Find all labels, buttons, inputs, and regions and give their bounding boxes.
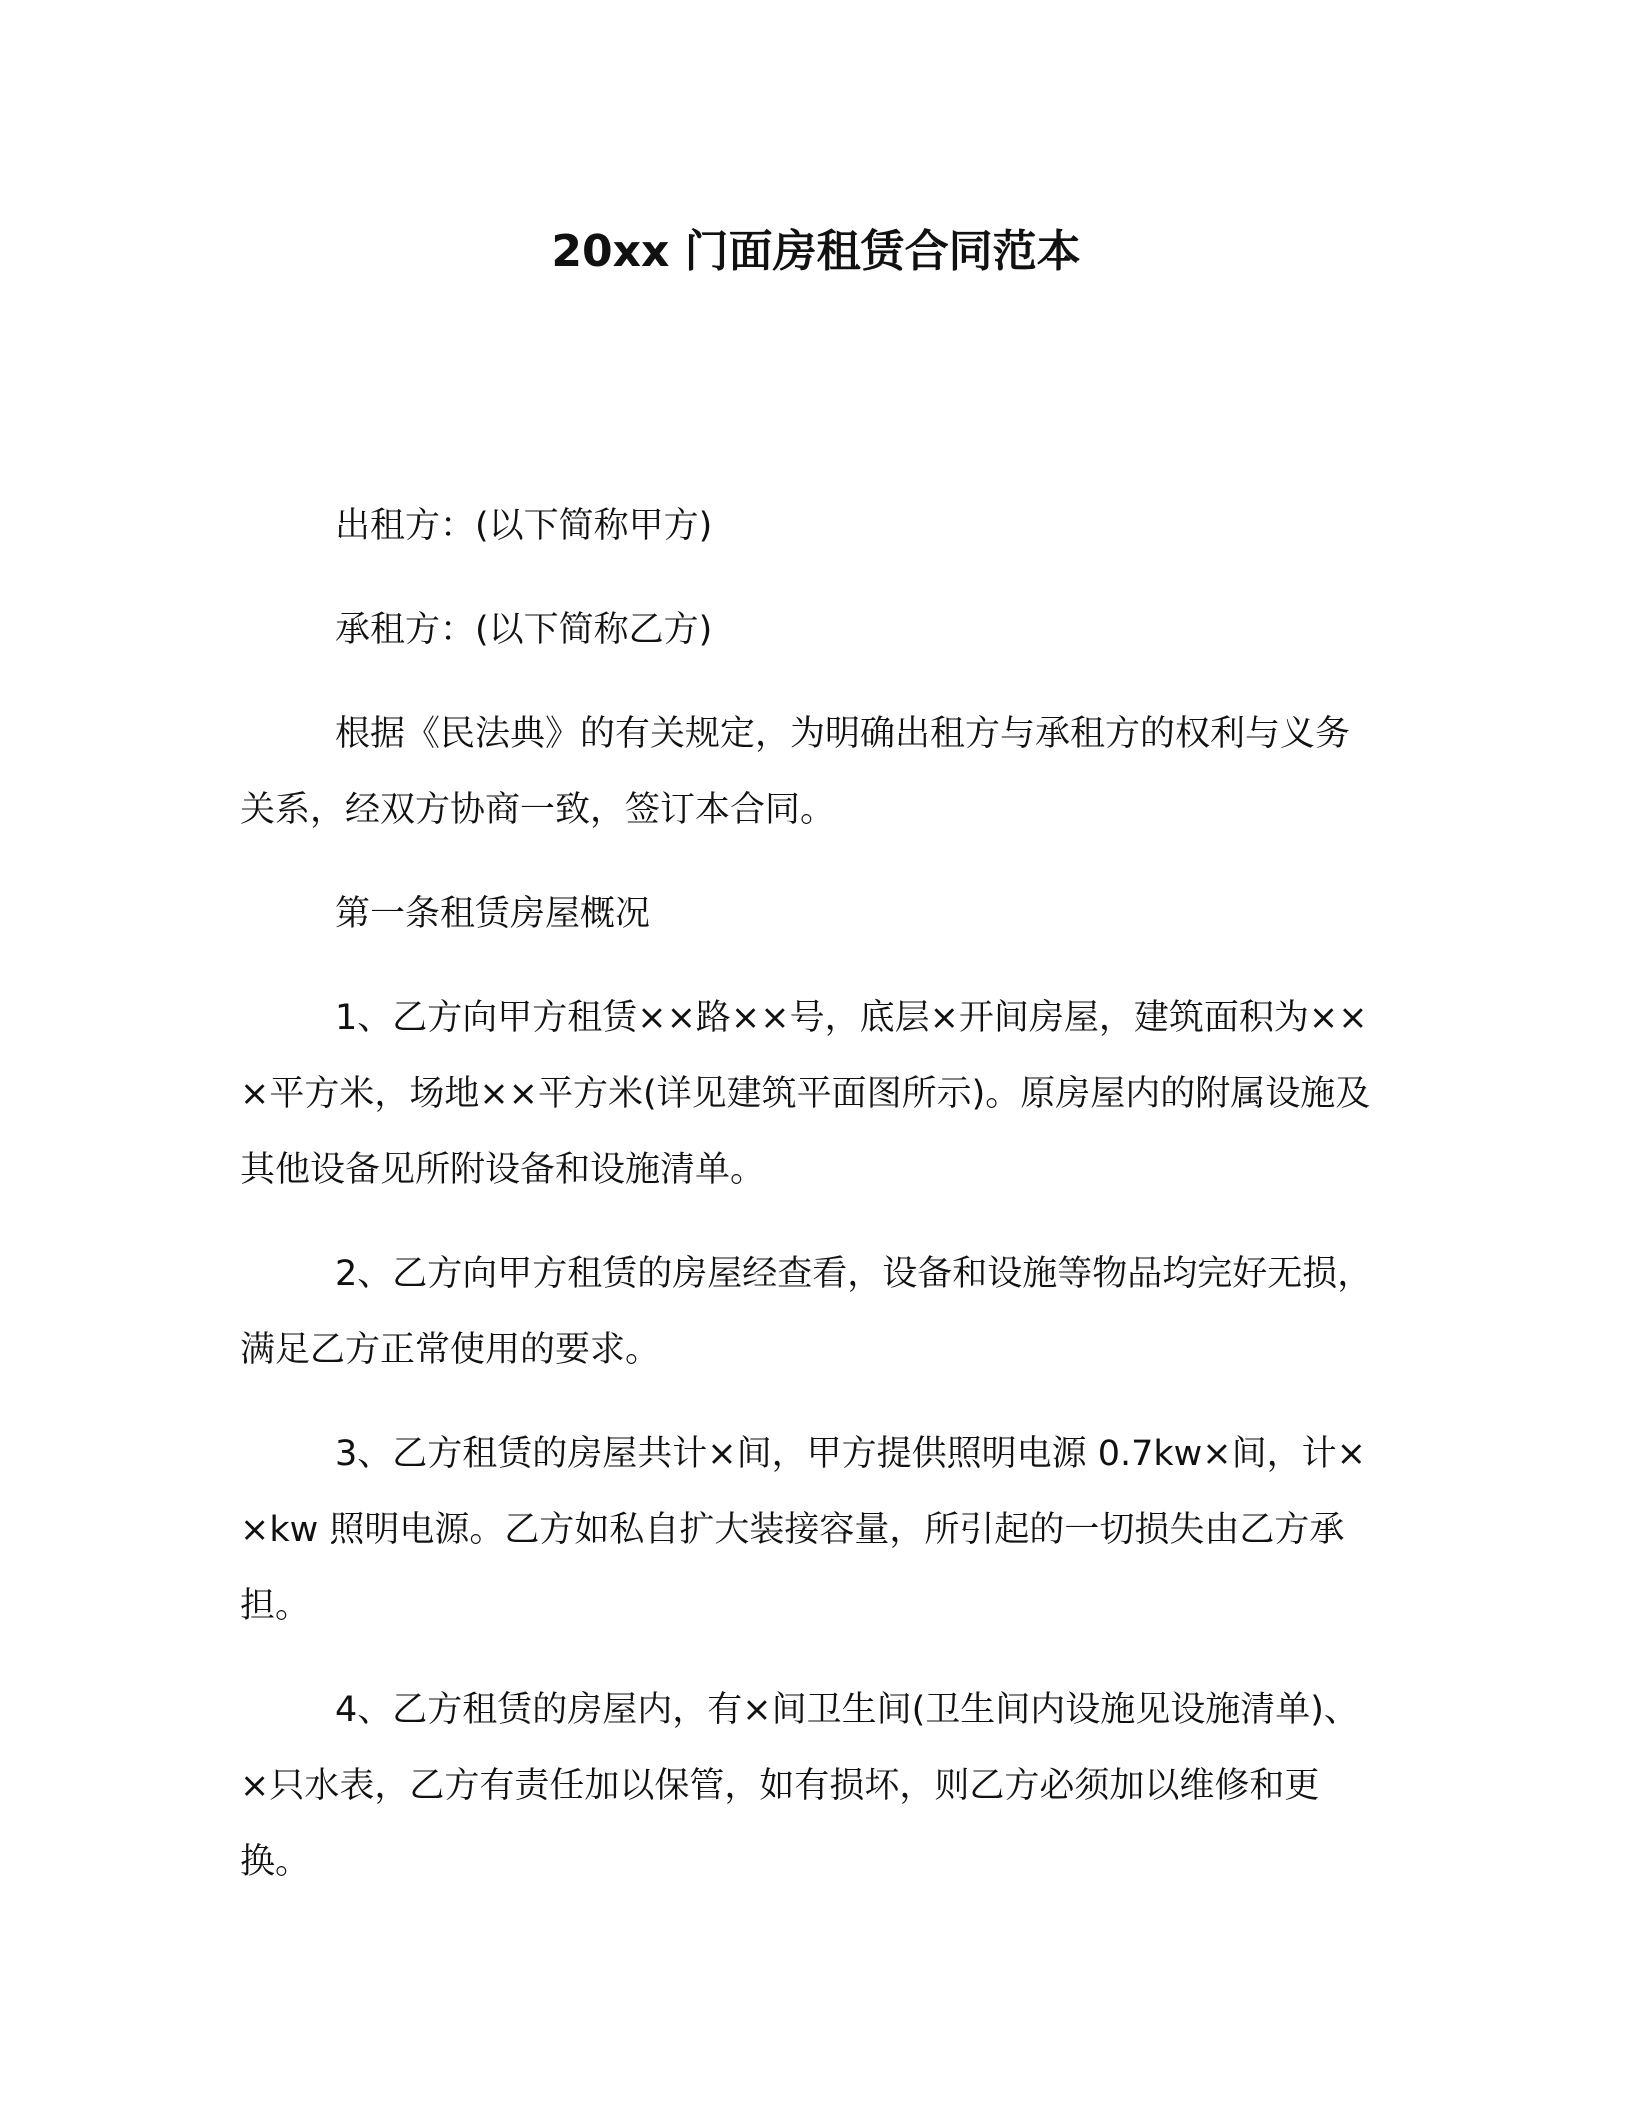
clause-4-paragraph: 4、乙方租赁的房屋内，有×间卫生间(卫生间内设施见设施清单)、×只水表，乙方有责任加以保管，如有损坏，则乙方必须加以维修和更换。 [240,1690,1359,1882]
clause-3-paragraph: 3、乙方租赁的房屋共计×间，甲方提供照明电源 0.7kw×间，计××kw 照明电源。乙方如私自扩大装接容量，所引起的一切损失由乙方承担。 [240,1434,1366,1626]
clause-2-paragraph: 2、乙方向甲方租赁的房屋经查看，设备和设施等物品均完好无损，满足乙方正常使用的要求。 [240,1254,1373,1370]
document-title: 20xx 门面房租赁合同范本 [551,226,1081,277]
preamble-paragraph: 根据《民法典》的有关规定，为明确出租方与承租方的权利与义务关系，经双方协商一致，签订本合同。 [240,714,1351,830]
lessee-line: 承租方：(以下简称乙方) [335,610,713,650]
document-body [240,488,1380,1928]
clause-1-paragraph: 1、乙方向甲方租赁××路××号，底层×开间房屋，建筑面积为×××平方米，场地××平方米(详见建筑平面图所示)。原房屋内的附属设施及其他设备见所附设备和设施清单。 [240,998,1371,1190]
article-one-heading: 第一条租赁房屋概况 [335,894,651,934]
lessor-line: 出租方：(以下简称甲方) [335,506,713,546]
